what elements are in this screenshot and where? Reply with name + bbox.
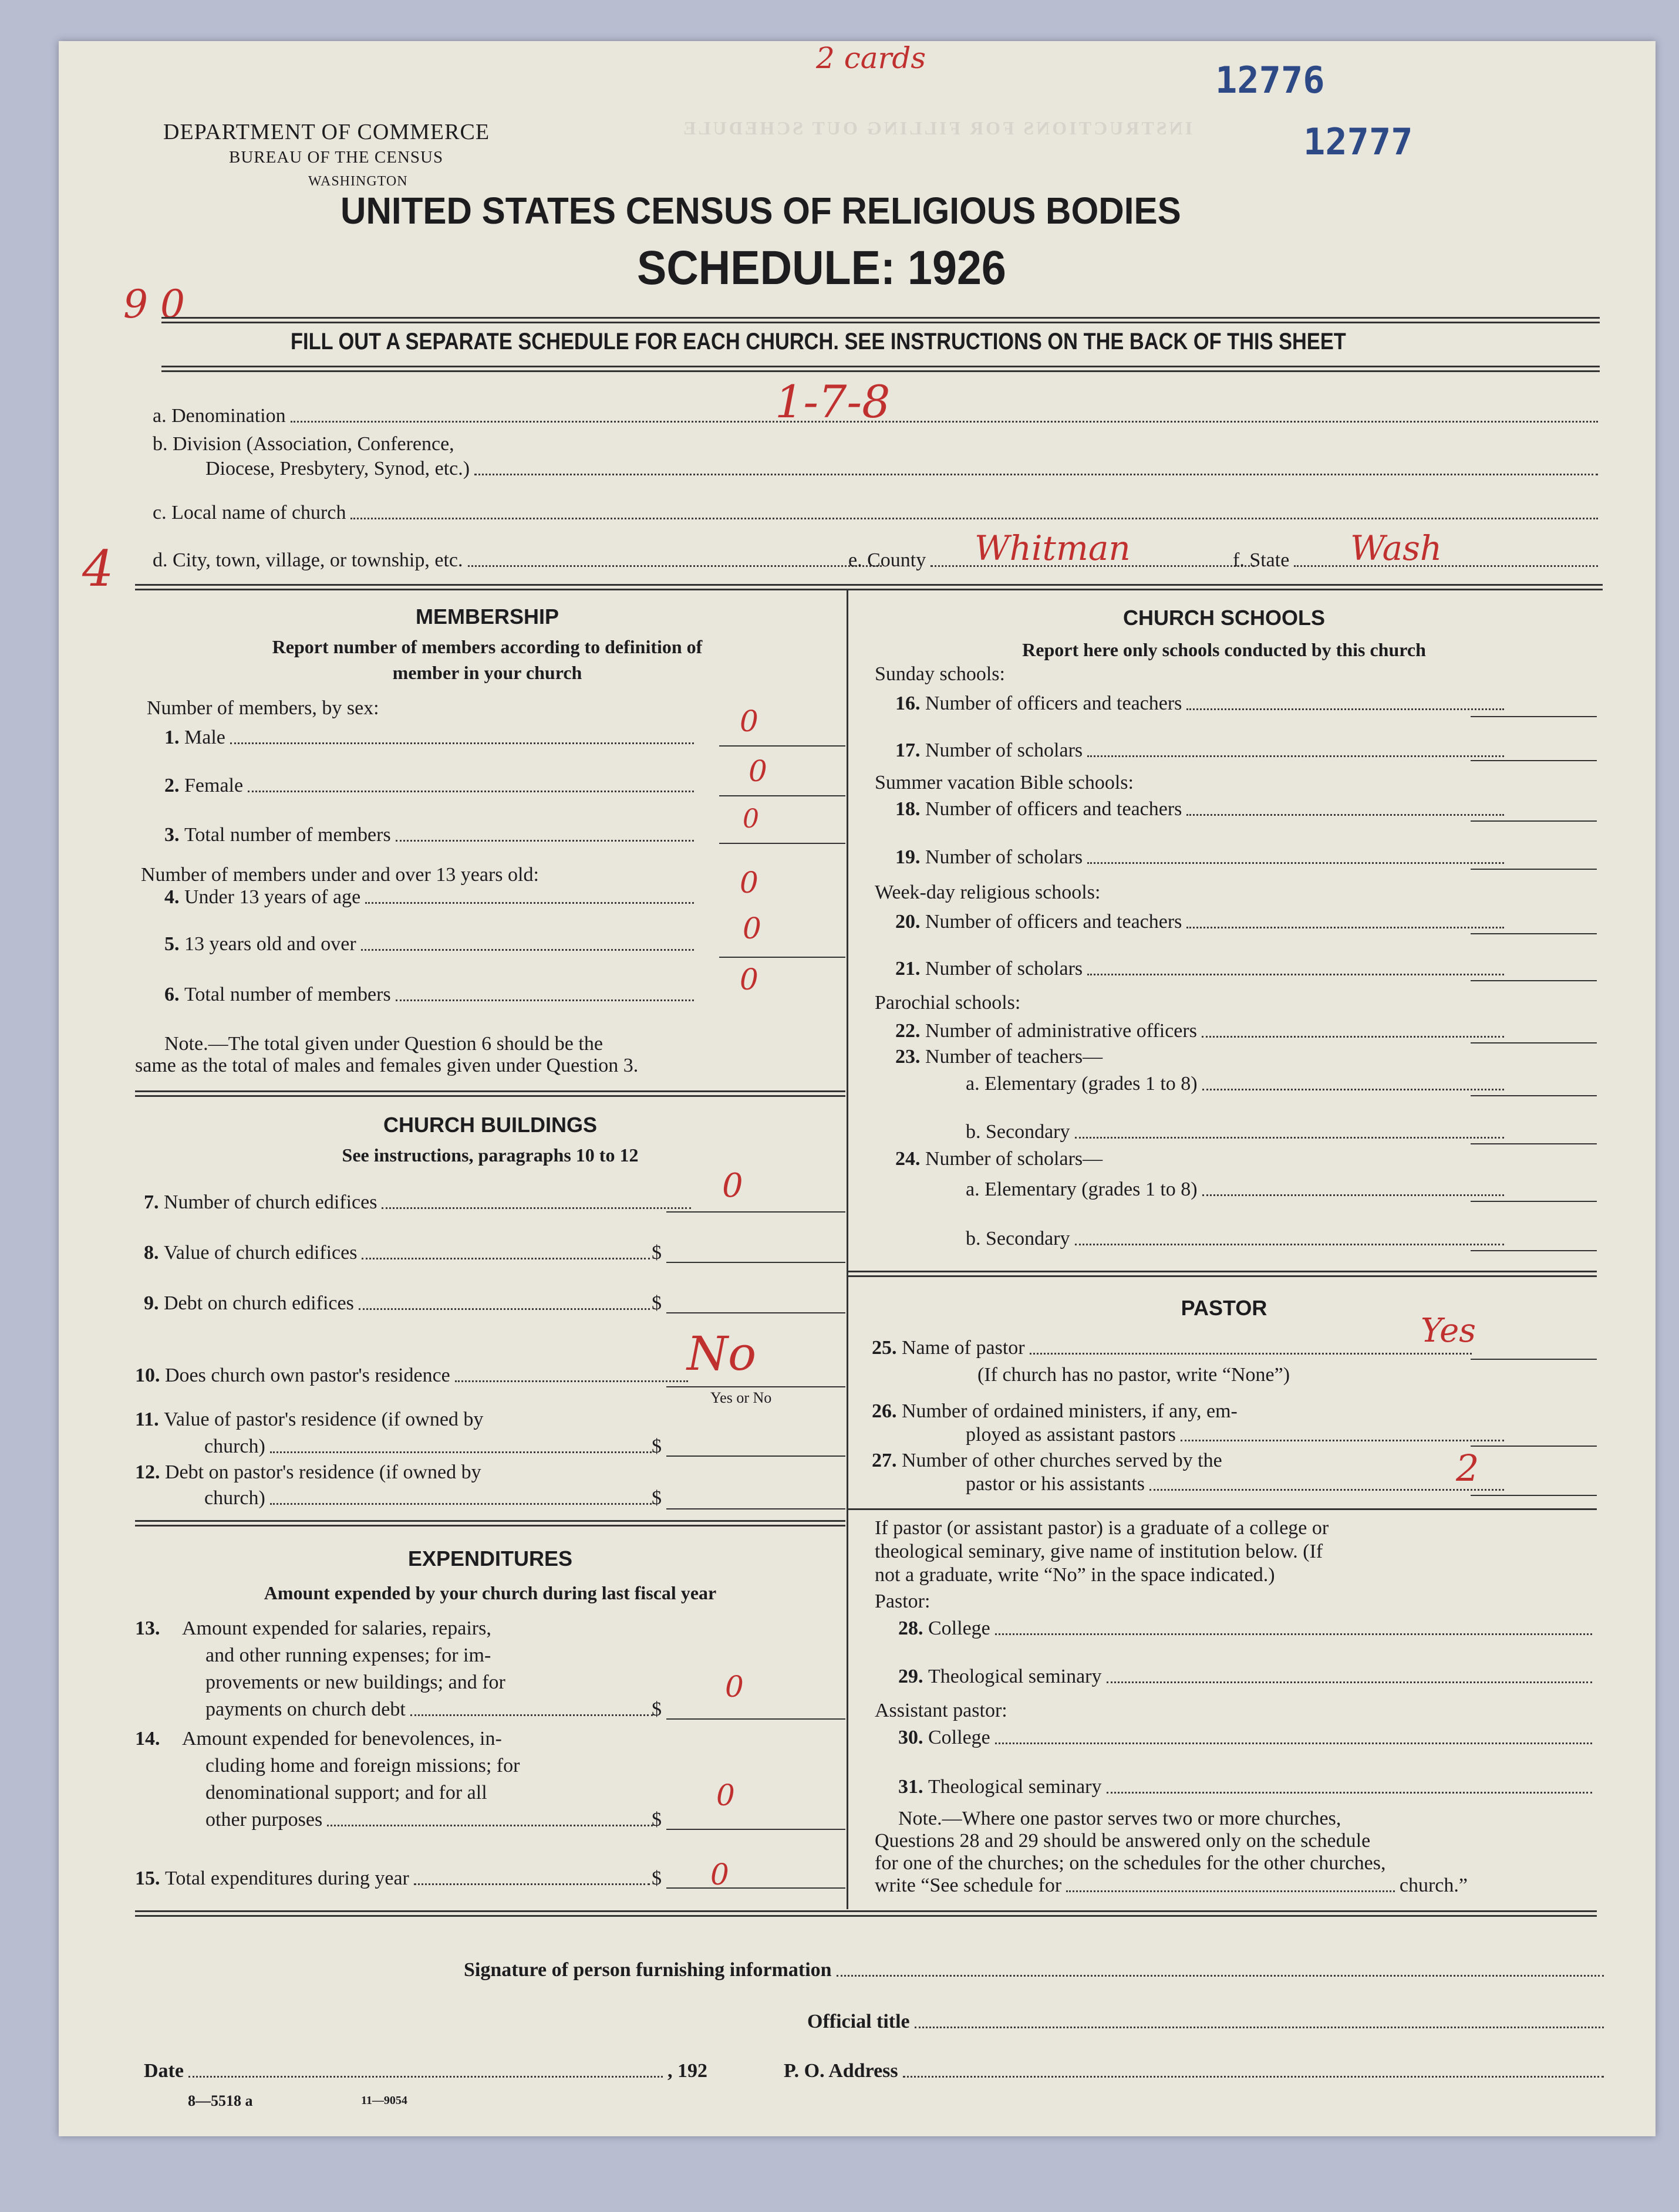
q26-answer-line[interactable] <box>1471 1446 1597 1447</box>
graduate-note-2: theological seminary, give name of institution below. (If <box>875 1541 1323 1562</box>
q23-number: 23. <box>895 1046 921 1068</box>
q16-label: Number of officers and teachers <box>925 693 1182 714</box>
membership-heading: MEMBERSHIP <box>415 604 559 629</box>
sunday-schools-label: Sunday schools: <box>875 663 1005 685</box>
q29-label: Theological seminary <box>928 1666 1102 1687</box>
city-field <box>468 565 882 567</box>
pastor-note-4[interactable] <box>875 1875 1468 1897</box>
q8-dollar: $ <box>652 1242 662 1264</box>
graduate-note-1: If pastor (or assistant pastor) is a graduate of a college or <box>875 1517 1329 1539</box>
code-u-annotation: 4 <box>82 540 114 597</box>
local-name-row[interactable] <box>153 502 1603 524</box>
q24-label <box>895 1148 1103 1170</box>
q10-value: No <box>687 1326 757 1381</box>
q12-row-1 <box>135 1461 699 1484</box>
q10-label: Does church own pastor's residence <box>165 1365 450 1386</box>
q4-value: 0 <box>740 866 758 900</box>
q20-leader <box>1186 927 1504 928</box>
q14-label-4: other purposes <box>205 1809 323 1831</box>
q13-label-1: Amount expended for salaries, repairs, <box>182 1617 491 1639</box>
date-year: , 192 <box>667 2060 707 2082</box>
header-rule-top <box>161 317 1600 323</box>
schools-heading: CHURCH SCHOOLS <box>1122 606 1325 630</box>
q29-leader <box>1107 1681 1592 1683</box>
q26-label-1-text: Number of ordained ministers, if any, em- <box>902 1400 1238 1422</box>
q7-answer-line[interactable] <box>666 1211 845 1213</box>
q15-answer-line[interactable] <box>666 1887 845 1889</box>
schedule-title: SCHEDULE: 1926 <box>637 241 1006 295</box>
q13-row-4[interactable] <box>205 1698 658 1721</box>
q23b-label: b. Secondary <box>966 1121 1070 1143</box>
q24a-leader <box>1202 1194 1504 1196</box>
q28-label: College <box>928 1617 990 1639</box>
q9-answer-line[interactable] <box>666 1312 845 1313</box>
q24-label-text: Number of scholars— <box>925 1148 1103 1170</box>
q22-row[interactable] <box>895 1020 1509 1042</box>
q13-number-text: 13. <box>135 1617 160 1639</box>
q5-value: 0 <box>743 911 761 945</box>
membership-sub-1: Report number of members according to definition of <box>272 636 703 657</box>
q26-label-1 <box>872 1400 1238 1423</box>
q21-row[interactable] <box>895 958 1509 980</box>
q26-label-2: ployed as assistant pastors <box>966 1424 1176 1446</box>
q25-name-row[interactable] <box>872 1337 1476 1359</box>
q22-answer-line[interactable] <box>1471 1042 1597 1043</box>
q18-number: 18. <box>895 798 921 820</box>
date-row[interactable] <box>144 2060 707 2082</box>
q8-leader <box>362 1258 650 1259</box>
q29-seminary-row[interactable] <box>898 1666 1597 1688</box>
membership-note-1: Note.—The total given under Question 6 should be the <box>164 1033 603 1055</box>
q23b-answer-line[interactable] <box>1471 1143 1597 1144</box>
print-code: 11—9054 <box>361 2094 407 2107</box>
q16-number: 16. <box>895 693 921 714</box>
q6-total-row[interactable] <box>164 984 699 1006</box>
q24b-row[interactable] <box>966 1228 1509 1250</box>
po-address-label: P. O. Address <box>784 2060 898 2082</box>
q14-dollar: $ <box>652 1809 662 1831</box>
city-heading: WASHINGTON <box>308 174 408 189</box>
weekday-schools-label: Week-day religious schools: <box>875 882 1101 903</box>
q14-number <box>135 1728 160 1750</box>
city-row[interactable] <box>153 549 886 572</box>
instruction-banner: FILL OUT A SEPARATE SCHEDULE FOR EACH CHURCH. SEE INSTRUCTIONS ON THE BACK OF THIS SHEET <box>291 329 1346 354</box>
q12-label-2: church) <box>204 1487 265 1509</box>
column-divider <box>847 589 848 1909</box>
q4-number: 4. <box>164 886 180 908</box>
q9-dollar: $ <box>652 1292 662 1314</box>
q10-answer-line[interactable] <box>666 1386 845 1387</box>
q23a-leader <box>1202 1089 1504 1090</box>
q23a-answer-line[interactable] <box>1471 1095 1597 1096</box>
q13-number <box>135 1617 160 1640</box>
pastor-note-1: Note.—Where one pastor serves two or more churches, <box>898 1808 1341 1829</box>
q19-number: 19. <box>895 846 921 868</box>
footer-rule <box>135 1910 1597 1917</box>
q13-label-4: payments on church debt <box>205 1698 406 1720</box>
q4-label: Under 13 years of age <box>184 886 361 908</box>
q11-label-2: church) <box>204 1436 265 1457</box>
q12-number: 12. <box>135 1461 160 1483</box>
expenditures-heading: EXPENDITURES <box>407 1546 573 1571</box>
local-name-label: c. Local name of church <box>153 502 346 524</box>
q15-total-row[interactable] <box>135 1867 655 1890</box>
graduate-note-3: not a graduate, write “No” in the space indicated.) <box>875 1564 1275 1586</box>
q5-number: 5. <box>164 933 180 955</box>
q11-row-2[interactable] <box>204 1436 656 1458</box>
q3-value: 0 <box>743 804 759 834</box>
q21-number: 21. <box>895 958 921 980</box>
q1-label: Male <box>184 727 225 748</box>
q31-seminary-row[interactable] <box>898 1776 1597 1798</box>
summer-schools-label: Summer vacation Bible schools: <box>875 772 1134 793</box>
q2-label: Female <box>184 775 244 796</box>
q9-debt-row[interactable] <box>144 1292 655 1315</box>
q21-label: Number of scholars <box>925 958 1083 980</box>
assistant-pastor-label: Assistant pastor: <box>875 1700 1007 1721</box>
q25-number: 25. <box>872 1337 897 1359</box>
by-age-label: Number of members under and over 13 years old: <box>141 864 539 886</box>
q9-number: 9. <box>144 1292 159 1314</box>
q3-number: 3. <box>164 824 180 846</box>
q21-leader <box>1087 974 1504 975</box>
q14-label-2: cluding home and foreign missions; for <box>205 1755 520 1777</box>
q2-number: 2. <box>164 775 180 796</box>
q20-number: 20. <box>895 911 921 933</box>
q10-number: 10. <box>135 1365 160 1386</box>
expenditures-sub: Amount expended by your church during last fiscal year <box>264 1582 717 1603</box>
q11-label-1: Value of pastor's residence (if owned by <box>164 1409 484 1430</box>
q19-answer-line[interactable] <box>1471 869 1597 870</box>
census-schedule-sheet <box>59 41 1656 2136</box>
membership-sub-2: member in your church <box>392 662 582 683</box>
pastor-rule <box>848 1508 1597 1510</box>
q17-answer-line[interactable] <box>1471 760 1597 761</box>
official-title-row[interactable] <box>807 2011 1609 2033</box>
q15-dollar: $ <box>652 1867 662 1889</box>
q27-leader <box>1149 1489 1504 1491</box>
denomination-label: a. Denomination <box>153 405 286 427</box>
local-name-field <box>350 518 1598 519</box>
q11-answer-line[interactable] <box>666 1455 845 1457</box>
q19-leader <box>1087 862 1504 864</box>
q3-leader <box>396 840 694 842</box>
q12-dollar: $ <box>652 1487 662 1509</box>
q5-over13-row[interactable] <box>164 933 699 955</box>
q5-label: 13 years old and over <box>184 933 356 955</box>
q13-leader <box>410 1714 653 1716</box>
q13-dollar: $ <box>652 1698 662 1720</box>
denomination-field <box>291 421 1598 423</box>
buildings-sub: See instructions, paragraphs 10 to 12 <box>342 1144 639 1166</box>
q23a-label: a. Elementary (grades 1 to 8) <box>966 1073 1198 1095</box>
buildings-heading: CHURCH BUILDINGS <box>383 1113 597 1137</box>
signature-label: Signature of person furnishing information <box>464 1959 832 1981</box>
schools-rule <box>848 1271 1597 1277</box>
signature-row[interactable] <box>464 1959 1609 1981</box>
q28-college-row[interactable] <box>898 1617 1597 1640</box>
page-title: UNITED STATES CENSUS OF RELIGIOUS BODIES <box>340 190 1181 232</box>
code-178-annotation: 1-7-8 <box>775 376 891 428</box>
q28-number: 28. <box>898 1617 923 1639</box>
q16-answer-line[interactable] <box>1471 716 1597 717</box>
q28-leader <box>995 1633 1592 1635</box>
q2-answer-line[interactable] <box>719 795 845 796</box>
by-sex-label: Number of members, by sex: <box>147 697 379 719</box>
q13-label-3: provements or new buildings; and for <box>205 1671 505 1693</box>
q20-label: Number of officers and teachers <box>925 911 1182 933</box>
state-field <box>1294 565 1598 567</box>
q23-label <box>895 1046 1103 1068</box>
q5-leader <box>361 949 694 951</box>
q21-answer-line[interactable] <box>1471 980 1597 981</box>
q22-label: Number of administrative officers <box>925 1020 1197 1042</box>
q3-answer-line[interactable] <box>719 843 845 844</box>
code-90-annotation: 9 0 <box>123 282 185 327</box>
q10-leader <box>455 1380 688 1382</box>
q20-row[interactable] <box>895 911 1509 933</box>
q13-label-2: and other running expenses; for im- <box>205 1644 491 1666</box>
q31-number: 31. <box>898 1776 923 1798</box>
q14-label-3: denominational support; and for all <box>205 1782 487 1804</box>
identity-rule <box>135 584 1603 590</box>
q23b-leader <box>1075 1137 1504 1139</box>
buildings-rule <box>135 1520 845 1527</box>
q8-number: 8. <box>144 1242 159 1264</box>
q24b-answer-line[interactable] <box>1471 1250 1597 1251</box>
q14-value: 0 <box>716 1778 735 1812</box>
q2-leader <box>248 791 694 792</box>
header-rule-bottom <box>161 366 1600 372</box>
q1-number: 1. <box>164 727 180 748</box>
department-heading: DEPARTMENT OF COMMERCE <box>163 120 490 144</box>
county-value: Whitman <box>975 528 1131 568</box>
q1-answer-line[interactable] <box>719 745 845 747</box>
q27-value: 2 <box>1456 1447 1479 1490</box>
q13-answer-line[interactable] <box>666 1718 845 1720</box>
q18-row[interactable] <box>895 798 1509 820</box>
q12-row-2[interactable] <box>204 1487 656 1509</box>
official-title-field <box>915 2027 1604 2028</box>
q27-label-2: pastor or his assistants <box>966 1473 1145 1495</box>
q24b-leader <box>1075 1244 1504 1245</box>
q13-value: 0 <box>725 1670 744 1704</box>
denomination-row[interactable] <box>153 405 1603 427</box>
q30-label: College <box>928 1727 990 1748</box>
q11-dollar: $ <box>652 1436 662 1457</box>
q1-value: 0 <box>740 704 758 738</box>
po-address-row[interactable] <box>784 2060 1609 2082</box>
q6-number: 6. <box>164 984 180 1005</box>
q18-leader <box>1186 814 1504 816</box>
q15-leader <box>414 1883 650 1885</box>
schools-sub: Report here only schools conducted by this church <box>1022 639 1426 660</box>
q10-residence-row[interactable] <box>135 1365 693 1387</box>
pastor-heading: PASTOR <box>1181 1296 1267 1320</box>
q25-note: (If church has no pastor, write “None”) <box>977 1364 1290 1386</box>
q14-row-4[interactable] <box>205 1809 658 1831</box>
q8-value-row[interactable] <box>144 1242 655 1264</box>
q26-leader <box>1181 1440 1504 1441</box>
q22-number: 22. <box>895 1020 921 1042</box>
official-title-label: Official title <box>807 2011 910 2032</box>
q20-answer-line[interactable] <box>1471 933 1597 934</box>
q12-leader <box>270 1503 652 1505</box>
q27-label-1-text: Number of other churches served by the <box>902 1450 1222 1471</box>
pastor-sub-label: Pastor: <box>875 1590 930 1612</box>
pastor-note-2: Questions 28 and 29 should be answered only on the schedule <box>875 1830 1371 1852</box>
q7-value: 0 <box>722 1167 743 1205</box>
signature-field <box>837 1975 1604 1977</box>
q2-value: 0 <box>749 754 767 788</box>
q3-label: Total number of members <box>184 824 391 846</box>
q11-leader <box>270 1451 652 1453</box>
q14-leader <box>327 1825 653 1826</box>
membership-note-2: same as the total of males and females given under Question 3. <box>135 1055 639 1076</box>
q19-row[interactable] <box>895 846 1509 869</box>
q17-row[interactable] <box>895 739 1509 762</box>
q25-leader <box>1030 1353 1472 1355</box>
date-label: Date <box>144 2060 184 2082</box>
q12-label-1: Debt on pastor's residence (if owned by <box>165 1461 481 1483</box>
q16-leader <box>1186 708 1504 710</box>
q31-label: Theological seminary <box>928 1776 1102 1798</box>
q1-leader <box>230 742 694 744</box>
q24-number: 24. <box>895 1148 921 1170</box>
q11-row-1 <box>135 1409 699 1431</box>
q19-label: Number of scholars <box>925 846 1083 868</box>
q26-row-2[interactable] <box>966 1424 1509 1446</box>
state-value: Wash <box>1350 528 1442 568</box>
division-label-1: b. Division (Association, Conference, <box>153 433 454 455</box>
division-field <box>474 474 1598 475</box>
q2-female-row[interactable] <box>164 775 699 797</box>
q18-answer-line[interactable] <box>1471 820 1597 822</box>
q9-label: Debt on church edifices <box>164 1292 354 1314</box>
q11-number: 11. <box>135 1409 159 1430</box>
bleed-through-text: INSTRUCTIONS FOR FILLING OUT SCHEDULE <box>681 117 1193 139</box>
q24b-label: b. Secondary <box>966 1228 1070 1249</box>
q17-leader <box>1087 755 1504 757</box>
parochial-schools-label: Parochial schools: <box>875 992 1021 1014</box>
q16-row[interactable] <box>895 693 1509 715</box>
city-label: d. City, town, village, or township, etc. <box>153 549 463 571</box>
q24a-row[interactable] <box>966 1178 1509 1201</box>
q30-college-row[interactable] <box>898 1727 1597 1749</box>
q25-label: Name of pastor <box>902 1337 1025 1359</box>
q27-answer-line[interactable] <box>1471 1495 1597 1496</box>
pastor-note-4-text: write “See schedule for <box>875 1875 1062 1896</box>
q6-label: Total number of members <box>184 984 391 1005</box>
cards-annotation: 2 cards <box>816 41 926 75</box>
q27-number: 27. <box>872 1450 897 1471</box>
q30-number: 30. <box>898 1727 923 1748</box>
q10-yes-or-no-caption: Yes or No <box>710 1389 772 1406</box>
q17-label: Number of scholars <box>925 739 1083 761</box>
q7-label: Number of church edifices <box>164 1191 377 1213</box>
q7-number: 7. <box>144 1191 159 1213</box>
q1-male-row[interactable] <box>164 727 699 749</box>
q22-leader <box>1202 1036 1504 1038</box>
division-row[interactable] <box>205 458 1603 480</box>
county-label: e. County <box>848 549 926 571</box>
q7-leader <box>382 1207 691 1209</box>
q24a-answer-line[interactable] <box>1471 1201 1597 1202</box>
see-schedule-field <box>1066 1890 1395 1892</box>
stamp-number-1: 12776 <box>1215 59 1325 102</box>
q14-label-1: Amount expended for benevolences, in- <box>182 1728 502 1750</box>
q15-label: Total expenditures during year <box>165 1867 409 1889</box>
pastor-note-3: for one of the churches; on the schedules for the other churches, <box>875 1852 1386 1874</box>
q7-edifices-row[interactable] <box>144 1191 696 1214</box>
q3-total-row[interactable] <box>164 824 699 846</box>
q18-label: Number of officers and teachers <box>925 798 1182 820</box>
date-field <box>188 2076 663 2078</box>
q25-value: Yes <box>1421 1312 1476 1350</box>
q4-leader <box>365 902 694 904</box>
q26-number: 26. <box>872 1400 897 1422</box>
q8-label: Value of church edifices <box>164 1242 358 1264</box>
bureau-heading: BUREAU OF THE CENSUS <box>229 148 444 167</box>
q23-label-text: Number of teachers— <box>925 1046 1103 1068</box>
q27-row-2[interactable] <box>966 1473 1509 1495</box>
q6-value: 0 <box>740 963 758 997</box>
q6-leader <box>396 999 694 1001</box>
q24a-label: a. Elementary (grades 1 to 8) <box>966 1178 1198 1200</box>
q9-leader <box>359 1308 650 1310</box>
po-address-field <box>903 2076 1604 2078</box>
q23b-row[interactable] <box>966 1121 1509 1143</box>
q15-value: 0 <box>710 1858 729 1892</box>
q12-answer-line[interactable] <box>666 1508 845 1509</box>
form-number: 8—5518 a <box>188 2092 253 2109</box>
state-label: f. State <box>1233 549 1290 571</box>
q23a-row[interactable] <box>966 1073 1509 1095</box>
q31-leader <box>1107 1792 1592 1794</box>
q29-number: 29. <box>898 1666 923 1687</box>
membership-rule <box>135 1090 845 1097</box>
q27-label-1 <box>872 1450 1222 1472</box>
q15-number: 15. <box>135 1867 160 1889</box>
q17-number: 17. <box>895 739 921 761</box>
pastor-note-4-end: church.” <box>1399 1875 1468 1896</box>
q4-under13-row[interactable] <box>164 886 699 909</box>
q30-leader <box>995 1742 1592 1744</box>
q5-answer-line[interactable] <box>719 957 845 958</box>
q14-answer-line[interactable] <box>666 1829 845 1830</box>
q25-answer-line[interactable] <box>1471 1359 1597 1360</box>
q8-answer-line[interactable] <box>666 1262 845 1263</box>
division-label-2: Diocese, Presbytery, Synod, etc.) <box>205 458 470 479</box>
q14-number-text: 14. <box>135 1728 160 1750</box>
stamp-number-2: 12777 <box>1303 120 1413 163</box>
